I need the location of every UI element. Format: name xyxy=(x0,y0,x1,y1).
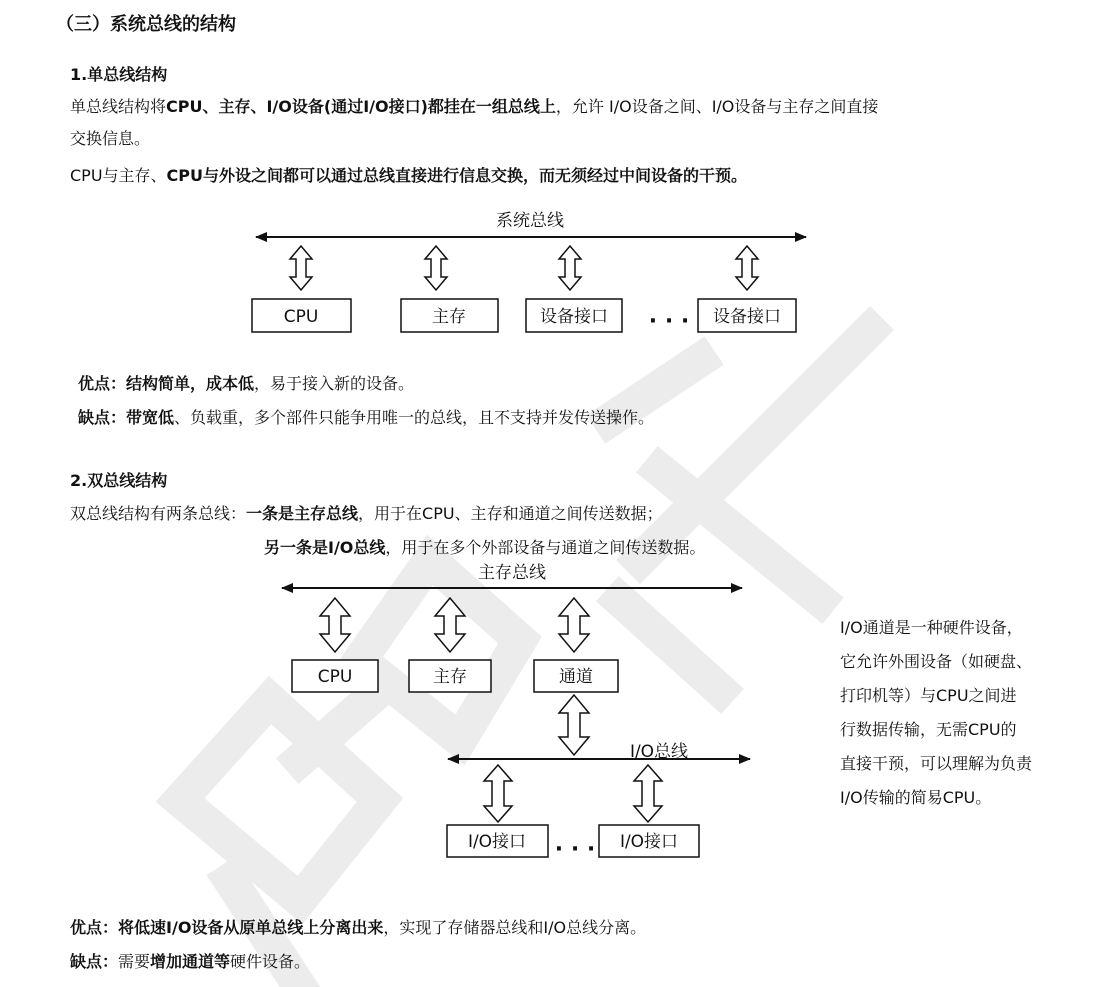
side-note-line: 行数据传输，无需CPU的 xyxy=(840,720,1017,739)
system-bus-label: 系统总线 xyxy=(496,211,564,231)
box2-channel-label: 通道 xyxy=(559,667,593,687)
box-device-1-label: 设备接口 xyxy=(540,307,608,327)
box-device-2-label: 设备接口 xyxy=(713,307,781,327)
text-segment: ，易于接入新的设备。 xyxy=(254,374,415,393)
box2-io-1-label: I/O接口 xyxy=(467,832,527,852)
channel-io-bus-arrow xyxy=(559,695,589,755)
box2-cpu-label: CPU xyxy=(317,667,353,687)
text-segment: 增加通道等 xyxy=(150,952,231,971)
single-bus-desc-cont: 交换信息。 xyxy=(70,129,151,148)
side-note-line: 它允许外围设备（如硬盘、 xyxy=(840,652,1033,671)
ellipsis-1: · · · xyxy=(648,309,690,334)
text-segment: 结构简单，成本低 xyxy=(126,374,255,393)
main-bus-label: 主存总线 xyxy=(478,563,546,583)
text-segment: 需要 xyxy=(118,952,151,971)
text-segment: ，允许 I/O设备之间、I/O设备与主存之间直接 xyxy=(555,97,879,116)
section-title: （三）系统总线的结构 xyxy=(56,14,236,35)
side-note-line: 打印机等）与CPU之间进 xyxy=(840,686,1017,705)
main-bus-arrow-memory xyxy=(435,598,465,652)
text-segment: 、负载重，多个部件只能争用唯一的总线，且不支持并发传送操作。 xyxy=(174,408,655,427)
box-memory-label: 主存 xyxy=(432,307,466,327)
text-segment: ，实现了存储器总线和I/O总线分离。 xyxy=(383,918,647,937)
text-segment: 一条是主存总线 xyxy=(246,504,359,523)
main-bus-arrow-channel xyxy=(559,598,589,652)
text-segment: CPU与主存、 xyxy=(70,166,167,185)
text-segment: 将低速I/O设备从原单总线上分离出来 xyxy=(118,918,384,937)
text-segment: 双总线结构有两条总线： xyxy=(70,504,247,523)
text-segment: 缺点： xyxy=(70,952,119,971)
text-segment: 优点： xyxy=(70,918,119,937)
text-segment: 缺点： xyxy=(78,408,127,427)
side-note-line: I/O传输的简易CPU。 xyxy=(840,788,992,807)
box2-memory-label: 主存 xyxy=(433,667,467,687)
heading-single-bus: 1.单总线结构 xyxy=(70,65,168,84)
box2-io-2-label: I/O接口 xyxy=(619,832,679,852)
text-segment: 硬件设备。 xyxy=(230,952,311,971)
io-bus-label: I/O总线 xyxy=(629,742,689,762)
text-segment: ，用于在多个外部设备与通道之间传送数据。 xyxy=(385,538,706,557)
io-bus-arrow-1 xyxy=(484,765,512,822)
dual-bus-pros xyxy=(70,917,646,939)
text-segment: 优点： xyxy=(78,374,127,393)
text-segment: 单总线结构将 xyxy=(70,97,167,116)
heading-dual-bus: 2.双总线结构 xyxy=(70,471,168,490)
main-bus-arrow-cpu xyxy=(320,598,350,652)
ellipsis-2: · · · xyxy=(554,837,596,862)
text-segment: 带宽低 xyxy=(126,408,175,427)
side-note-line: 直接干预，可以理解为负责 xyxy=(840,754,1033,773)
text-segment: CPU与外设之间都可以通过总线直接进行信息交换，而无须经过中间设备的干预。 xyxy=(166,166,748,185)
dual-bus-cons xyxy=(70,951,310,973)
text-segment: 另一条是I/O总线 xyxy=(264,538,386,557)
side-note-line: I/O通道是一种硬件设备， xyxy=(840,618,1023,637)
box-cpu-label: CPU xyxy=(283,307,319,327)
text-segment: CPU、主存、I/O设备(通过I/O接口)都挂在一组总线上 xyxy=(166,97,556,116)
io-bus-arrow-2 xyxy=(634,765,662,822)
text-segment: ，用于在CPU、主存和通道之间传送数据； xyxy=(358,504,663,523)
